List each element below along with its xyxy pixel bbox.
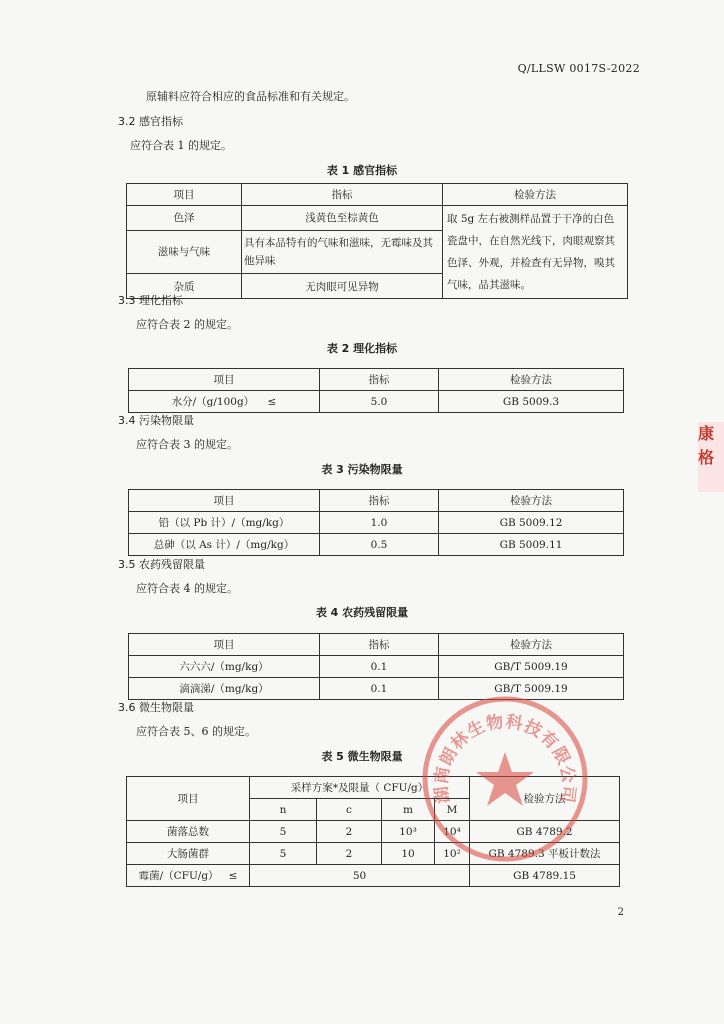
table-2 <box>128 368 624 413</box>
table-cell: GB 4789.15 <box>470 865 620 887</box>
table-cell: 具有本品特有的气味和滋味，无霉味及其他异味 <box>242 230 443 274</box>
seal-star <box>476 752 534 806</box>
seal-text: 湖南朗林生物科技有限公司 <box>431 712 579 805</box>
table-cell: 5.0 <box>320 391 439 413</box>
section-3-2-heading: 3.2 感官指标 <box>118 115 183 128</box>
table-header: 指标 <box>320 634 439 656</box>
section-3-5-text: 应符合表 4 的规定。 <box>136 582 238 595</box>
table-cell: 5 <box>250 821 317 843</box>
table-cell: 滋味与气味 <box>127 230 242 274</box>
table-3-caption: 表 3 污染物限量 <box>321 463 403 476</box>
table-cell: 10 <box>382 843 435 865</box>
table-cell: 大肠菌群 <box>127 843 250 865</box>
table-1 <box>126 183 628 299</box>
table-cell: 10⁴ <box>435 821 470 843</box>
item-label: 霉菌/（CFU/g） <box>138 870 219 882</box>
section-3-3-heading: 3.3 理化指标 <box>118 294 183 307</box>
table-subheader: n <box>250 799 317 821</box>
table-cell: 浅黄色至棕黄色 <box>242 206 443 231</box>
table-4 <box>128 633 624 700</box>
table-2-caption: 表 2 理化指标 <box>326 342 398 355</box>
table-header: 指标 <box>320 490 439 512</box>
page-number: 2 <box>617 907 624 918</box>
table-cell <box>129 391 320 413</box>
table-cell: GB 5009.3 <box>439 391 624 413</box>
table-cell: 六六六/（mg/kg） <box>129 656 320 678</box>
section-3-6-heading: 3.6 微生物限量 <box>118 701 194 714</box>
table-cell: 10³ <box>382 821 435 843</box>
table-cell: 无肉眼可见异物 <box>242 274 443 299</box>
table-3 <box>128 489 624 556</box>
table-cell: 菌落总数 <box>127 821 250 843</box>
table-cell: GB/T 5009.19 <box>439 656 624 678</box>
table-cell: 滴滴涕/（mg/kg） <box>129 678 320 700</box>
company-seal <box>420 694 590 864</box>
table-header: 检验方法 <box>470 777 620 821</box>
table-header: 检验方法 <box>439 369 624 391</box>
section-3-4-text: 应符合表 3 的规定。 <box>136 438 238 451</box>
table-header: 采样方案*及限量（ CFU/g） <box>250 777 470 799</box>
table-header: 项目 <box>127 184 242 206</box>
table-cell: 色泽 <box>127 206 242 231</box>
table-header: 项目 <box>129 634 320 656</box>
document-code: Q/LLSW 0017S-2022 <box>517 62 640 75</box>
table-5-caption: 表 5 微生物限量 <box>321 750 403 763</box>
section-3-6-text: 应符合表 5、6 的规定。 <box>136 725 256 738</box>
table-cell: 10² <box>435 843 470 865</box>
table-cell: 2 <box>317 821 382 843</box>
table-header: 检验方法 <box>439 634 624 656</box>
table-cell: 0.1 <box>320 656 439 678</box>
table-header: 项目 <box>129 490 320 512</box>
table-cell: GB 4789.2 <box>470 821 620 843</box>
table-cell: GB/T 5009.19 <box>439 678 624 700</box>
table-cell: GB 4789.3 平板计数法 <box>470 843 620 865</box>
section-3-4-heading: 3.4 污染物限量 <box>118 414 194 427</box>
table-header: 指标 <box>320 369 439 391</box>
table-cell: 杂质 <box>127 274 242 299</box>
table-subheader: c <box>317 799 382 821</box>
table-header: 检验方法 <box>439 490 624 512</box>
table-cell: 0.5 <box>320 534 439 556</box>
table-header: 指标 <box>242 184 443 206</box>
table-cell: 50 <box>250 865 470 887</box>
table-cell: 0.1 <box>320 678 439 700</box>
comparator: ≤ <box>267 396 277 408</box>
item-label: 水分/（g/100g） <box>171 396 255 408</box>
section-3-2-text: 应符合表 1 的规定。 <box>130 139 232 152</box>
table-cell: GB 5009.11 <box>439 534 624 556</box>
table-header: 项目 <box>127 777 250 821</box>
intro-line: 原辅料应符合相应的食品标准和有关规定。 <box>146 90 355 103</box>
table-4-caption: 表 4 农药残留限量 <box>315 606 409 619</box>
table-cell: 1.0 <box>320 512 439 534</box>
table-cell <box>127 865 250 887</box>
table-cell: 铅（以 Pb 计）/（mg/kg） <box>129 512 320 534</box>
table-subheader: m <box>382 799 435 821</box>
table-cell: GB 5009.12 <box>439 512 624 534</box>
comparator: ≤ <box>228 870 238 882</box>
table-cell: 5 <box>250 843 317 865</box>
table-1-caption: 表 1 感官指标 <box>326 164 398 177</box>
table-header: 检验方法 <box>443 184 628 206</box>
table-header: 项目 <box>129 369 320 391</box>
section-3-3-text: 应符合表 2 的规定。 <box>136 318 238 331</box>
table-cell: 总砷（以 As 计）/（mg/kg） <box>129 534 320 556</box>
table-cell: 2 <box>317 843 382 865</box>
table-subheader: M <box>435 799 470 821</box>
section-3-5-heading: 3.5 农药残留限量 <box>118 558 205 571</box>
side-stamp: 康 格 <box>698 422 724 492</box>
table-cell-method: 取 5g 左右被测样品置于干净的白色瓷盘中，在自然光线下，肉眼观察其色泽、外观，并检查有无异物，嗅其气味，品其滋味。 <box>443 206 628 299</box>
